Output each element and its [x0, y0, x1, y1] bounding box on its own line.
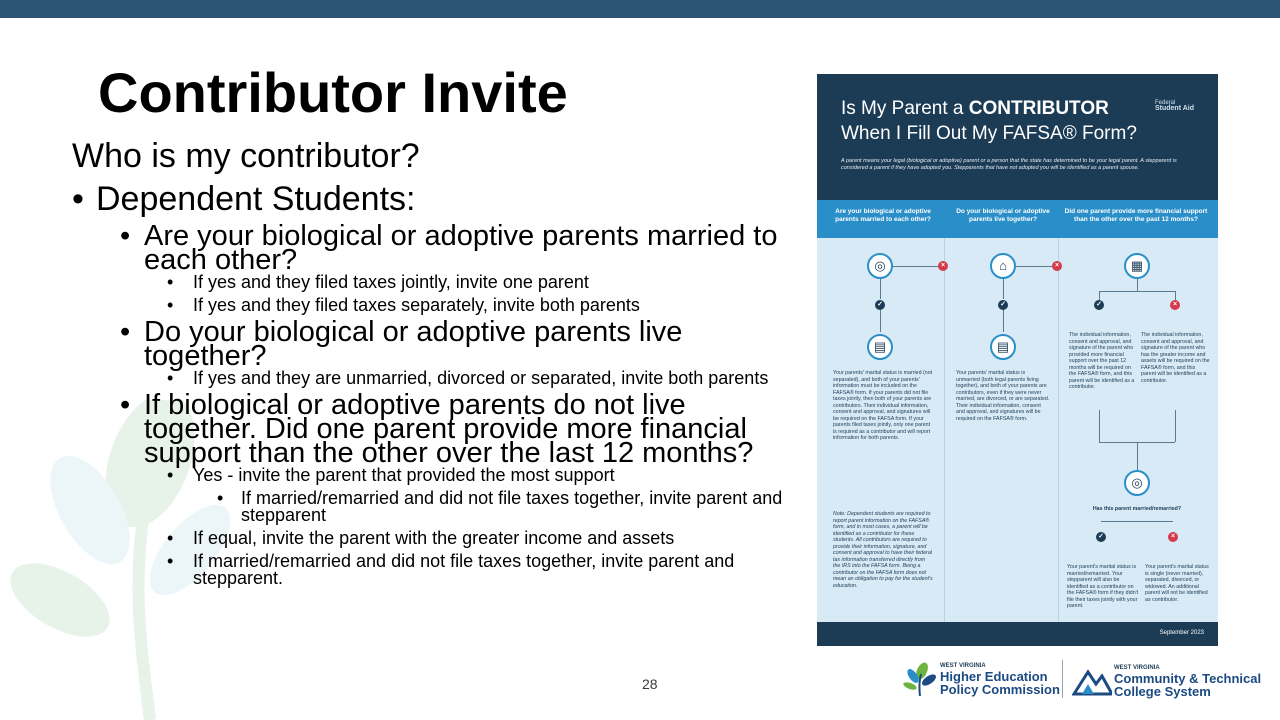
- no-mark-icon: ×: [1052, 261, 1062, 271]
- col2-bg: [944, 238, 1058, 622]
- bullet-support-equal: • If equal, invite the parent with the greater income and assets: [167, 528, 675, 548]
- ctcs-mountain-icon: [1072, 666, 1112, 696]
- connector: [1003, 310, 1004, 332]
- bullet-married-separate: • If yes and they filed taxes separately, invite both parents: [167, 295, 640, 315]
- hepc-leaf-icon: [902, 662, 938, 696]
- col2-question: Do your biological or adoptive parents live together?: [956, 208, 1050, 223]
- slide-title: Contributor Invite: [98, 61, 568, 124]
- col3-question: Did one parent provide more financial support than the other over the past 12 months?: [1064, 208, 1208, 223]
- rings-icon: ◎: [1124, 470, 1150, 496]
- hepc-logo: WEST VIRGINIA Higher Education Policy Commission: [902, 660, 1062, 700]
- infographic-intro: A parent means your legal (biological or adoptive) parent or a person that the state has determined to be your legal parent. A stepparent is considered a parent if they have adopted you. Stepparents that have not adopted you will be identified as a parent spouse.: [841, 158, 1177, 171]
- col3-yes-text: The individual information, consent and approval, and signature of the parent who provided more financial support over the past 12 months will be required on the FAFSA® form, and this parent will be identified as a contributor.: [1069, 332, 1135, 390]
- connector: [1175, 291, 1176, 300]
- connector: [1137, 442, 1138, 470]
- document-icon: ▤: [990, 334, 1016, 360]
- top-accent-bar: [0, 0, 1280, 18]
- bullet-married-joint: • If yes and they filed taxes jointly, invite one parent: [167, 272, 589, 292]
- connector: [1101, 521, 1173, 522]
- bullet-support-yes: • Yes - invite the parent that provided the most support: [167, 465, 615, 485]
- col3-no2-text: Your parent's marital status is single (never married), separated, divorced, or widowed. An additional parent will not be identified as contributor.: [1145, 564, 1209, 603]
- no-mark-icon: ×: [938, 261, 948, 271]
- calendar-icon: ▦: [1124, 253, 1150, 279]
- slide-body: [72, 138, 792, 593]
- bullet-question-live-together: • Do your biological or adoptive parents live together?: [120, 316, 683, 372]
- bullet-support-married: • If married/remarried and did not file taxes together, invite parent and stepparent.: [167, 551, 735, 588]
- bullet-dependent-students: • Dependent Students:: [72, 180, 416, 218]
- fafsa-infographic: [817, 74, 1218, 646]
- no-mark-icon: ×: [1168, 532, 1178, 542]
- yes-check-icon: ✓: [1096, 532, 1106, 542]
- house-icon: ⌂: [990, 253, 1016, 279]
- connector: [893, 266, 943, 267]
- col3-no-text: The individual information, consent and approval, and signature of the parent who has the greater income and assets will be required on the FAFSA® form, and this parent will be identified as a contributor.: [1141, 332, 1210, 384]
- yes-check-icon: ✓: [1094, 300, 1104, 310]
- connector: [1003, 279, 1004, 299]
- page-number: 28: [642, 676, 658, 692]
- infographic-footer: [817, 622, 1218, 646]
- connector: [1099, 410, 1100, 442]
- bullet-question-financial-support: • If biological or adoptive parents do not live together. Did one parent provide more financial support than the other over the last 12 months?: [120, 389, 754, 469]
- fsa-logo: Federal Student Aid: [1154, 100, 1194, 112]
- col3-yes2-text: Your parent's marital status is married/remarried. Your stepparent will also be identified as a contributor on the FAFSA® form if they didn't file their taxes jointly with your parent.: [1067, 564, 1139, 609]
- question-bar: [817, 200, 1218, 238]
- bullet-live-together-unmarried: • If yes and they are unmarried, divorced or separated, invite both parents: [167, 368, 769, 388]
- col1-note: Note: Dependent students are required to report parent information on the FAFSA® form, and in most cases, a parent will be identified as a contributor for these students. All contributors are required to provide their information, signature, and consent and approval to have their federal tax information transferred directly from the IRS into the FAFSA form. Being a contributor on the FAFSA form does not mean an obligation to pay for the student's education.: [833, 511, 933, 589]
- logo-divider: [1062, 660, 1063, 698]
- connector: [1175, 410, 1176, 442]
- infographic-title: Is My Parent a CONTRIBUTOR When I Fill Out My FAFSA® Form?: [841, 98, 1137, 144]
- body-heading: Who is my contributor?: [72, 137, 420, 175]
- no-mark-icon: ×: [1170, 300, 1180, 310]
- yes-check-icon: ✓: [998, 300, 1008, 310]
- connector: [880, 279, 881, 299]
- ctcs-logo: WEST VIRGINIA Community & Technical College System: [1072, 662, 1272, 702]
- infographic-date: September 2023: [1159, 630, 1204, 636]
- connector: [1099, 291, 1100, 300]
- connector: [1099, 291, 1175, 292]
- col1-question: Are your biological or adoptive parents married to each other?: [835, 208, 931, 223]
- yes-check-icon: ✓: [875, 300, 885, 310]
- connector: [1137, 279, 1138, 291]
- infographic-header: [817, 74, 1218, 200]
- document-icon: ▤: [867, 334, 893, 360]
- bullet-question-married: • Are your biological or adoptive parents married to each other?: [120, 220, 778, 276]
- col1-text: Your parents' marital status is married (not separated), and both of your parents' information must be included on the FAFSA® form. If your parents did not file taxes jointly, then both of your parents are contributors. Their individual information, consent and approval, and signatures will be required on the FAFSA form. If your parents filed taxes jointly, only one parent is required as a contributor and will report information for both parents.: [833, 370, 933, 441]
- col3-question-2: Has this parent married/remarried?: [1092, 506, 1182, 512]
- col2-text: Your parents' marital status is unmarried (both legal parents living together), and both of your parents are contributors, even if they were never married, are divorced, or are separated. Their individual information, consent and approval, and signatures will be required on the FAFSA® form.: [956, 370, 1050, 422]
- bullet-support-yes-married: • If married/remarried and did not file taxes together, invite parent and stepparent: [217, 488, 783, 525]
- connector: [880, 310, 881, 332]
- rings-icon: ◎: [867, 253, 893, 279]
